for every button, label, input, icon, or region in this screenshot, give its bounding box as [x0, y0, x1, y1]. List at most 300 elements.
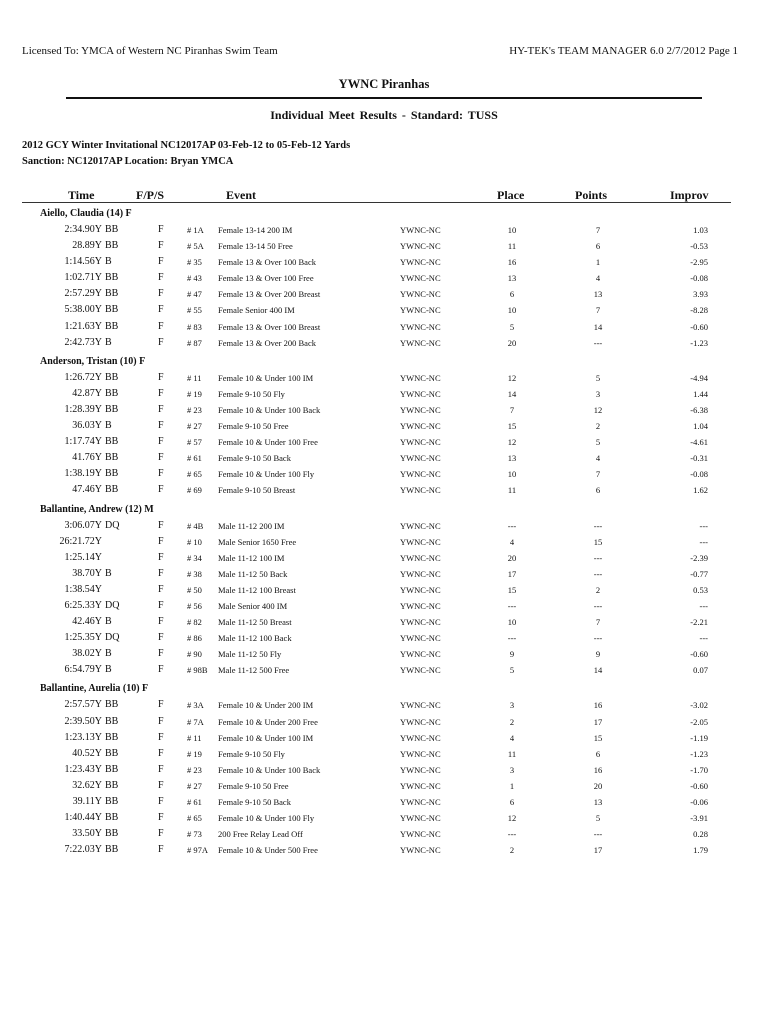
- result-time: 40.52Y: [72, 747, 102, 759]
- result-standard: B: [105, 256, 112, 268]
- result-time: 2:57.57Y: [64, 699, 102, 711]
- result-time: 6:54.79Y: [64, 664, 102, 676]
- result-event-number: # 69: [187, 485, 202, 496]
- result-event-name: Female 10 & Under 100 Back: [218, 404, 321, 415]
- result-event-name: Female 10 & Under 200 IM: [218, 700, 314, 711]
- result-time: 1:40.44Y: [64, 812, 102, 824]
- result-standard: B: [105, 336, 112, 348]
- result-place: 6: [509, 797, 515, 807]
- result-event-number: # 90: [187, 649, 202, 660]
- result-event-name: Female 13 & Over 100 Back: [218, 257, 316, 268]
- result-event-name: Male 11-12 100 Breast: [218, 584, 296, 595]
- result-event-number: # 27: [187, 780, 202, 791]
- result-row: [0, 319, 768, 335]
- result-fps: F: [158, 256, 164, 268]
- result-team: YWNC-NC: [400, 665, 441, 676]
- software-page-info: HY-TEK's TEAM MANAGER 6.0 2/7/2012 Page 1: [509, 45, 738, 57]
- result-team: YWNC-NC: [400, 305, 441, 316]
- result-place: ---: [507, 600, 517, 611]
- result-standard: BB: [105, 371, 119, 383]
- result-event-number: # 11: [187, 732, 202, 743]
- result-fps: F: [158, 715, 164, 727]
- result-event-name: Female 9-10 50 Fly: [218, 748, 285, 759]
- result-event-name: Female 10 & Under 100 Back: [218, 764, 321, 775]
- result-place: 5: [509, 321, 515, 332]
- result-improvement: 0.28: [693, 829, 708, 840]
- athlete-block: [0, 354, 768, 502]
- result-event-number: # 98B: [187, 665, 208, 676]
- result-event-name: Female 10 & Under 500 Free: [218, 845, 318, 856]
- result-team: YWNC-NC: [400, 716, 441, 727]
- result-event-name: Male 11-12 50 Back: [218, 568, 288, 579]
- sanction-info: Sanction: NC12017AP Location: Bryan YMCA: [22, 156, 234, 167]
- result-row: [0, 614, 768, 630]
- result-place: 11: [507, 241, 517, 252]
- result-time: 1:23.13Y: [64, 731, 102, 743]
- result-improvement: -0.60: [690, 321, 708, 332]
- result-standard: BB: [105, 828, 119, 840]
- result-event-number: # 23: [187, 404, 202, 415]
- result-improvement: 1.04: [693, 421, 708, 432]
- result-improvement: -0.08: [690, 273, 708, 284]
- result-time: 38.02Y: [72, 648, 102, 660]
- result-event-number: # 4B: [187, 520, 204, 531]
- result-time: 7:22.03Y: [64, 844, 102, 856]
- result-standard: BB: [105, 796, 119, 807]
- result-team: YWNC-NC: [400, 536, 441, 547]
- result-event-number: # 43: [187, 273, 202, 284]
- team-title: YWNC Piranhas: [338, 77, 430, 91]
- result-place: 5: [509, 665, 515, 676]
- column-header-fps: F/P/S: [136, 188, 165, 202]
- result-improvement: -8.28: [690, 305, 708, 316]
- result-points: ---: [593, 520, 603, 531]
- result-row: [0, 697, 768, 713]
- result-standard: BB: [105, 452, 119, 464]
- result-event-name: Female Senior 400 IM: [218, 305, 295, 316]
- result-improvement: ---: [699, 520, 708, 531]
- result-time: 32.62Y: [72, 779, 102, 791]
- athlete-block: [0, 206, 768, 354]
- result-event-number: # 65: [187, 813, 202, 824]
- result-standard: BB: [105, 403, 119, 415]
- result-points: 5: [595, 372, 601, 383]
- result-place: 13: [507, 453, 517, 464]
- result-event-number: # 56: [187, 600, 202, 611]
- result-standard: B: [105, 567, 112, 579]
- result-row: [0, 746, 768, 762]
- result-row: [0, 730, 768, 746]
- result-standard: BB: [105, 812, 119, 824]
- result-improvement: 1.03: [693, 225, 708, 235]
- athlete-block: [0, 681, 768, 861]
- result-points: 5: [595, 813, 601, 824]
- result-points: 17: [593, 845, 603, 856]
- result-event-name: Male 11-12 100 Back: [218, 633, 292, 644]
- result-points: ---: [593, 600, 603, 611]
- result-standard: BB: [105, 484, 119, 496]
- result-team: YWNC-NC: [400, 520, 441, 531]
- result-row: [0, 842, 768, 858]
- result-place: 10: [507, 469, 517, 480]
- result-event-name: Female 10 & Under 200 Free: [218, 716, 318, 727]
- result-event-number: # 61: [187, 797, 202, 807]
- result-place: 11: [507, 748, 517, 759]
- result-team: YWNC-NC: [400, 748, 441, 759]
- result-standard: BB: [105, 224, 119, 235]
- result-event-name: Male 11-12 50 Fly: [218, 649, 282, 660]
- result-event-name: Female 9-10 50 Free: [218, 421, 289, 432]
- result-team: YWNC-NC: [400, 797, 441, 807]
- result-improvement: -0.60: [690, 649, 708, 660]
- result-standard: B: [105, 664, 112, 676]
- result-team: YWNC-NC: [400, 485, 441, 496]
- result-standard: BB: [105, 747, 119, 759]
- result-fps: F: [158, 336, 164, 348]
- result-points: 1: [595, 257, 601, 268]
- result-fps: F: [158, 796, 164, 807]
- result-row: [0, 566, 768, 582]
- result-event-number: # 27: [187, 421, 202, 432]
- result-row: [0, 598, 768, 614]
- result-row: [0, 482, 768, 498]
- result-improvement: -1.70: [690, 764, 708, 775]
- result-event-number: # 73: [187, 829, 202, 840]
- result-place: 1: [509, 780, 515, 791]
- result-row: [0, 386, 768, 402]
- result-team: YWNC-NC: [400, 453, 441, 464]
- results-list: [0, 206, 768, 861]
- meet-info: 2012 GCY Winter Invitational NC12017AP 03-Feb-12 to 05-Feb-12 Yards: [22, 140, 351, 151]
- result-row: [0, 302, 768, 318]
- result-event-number: # 5A: [187, 241, 204, 252]
- result-team: YWNC-NC: [400, 780, 441, 791]
- result-points: 12: [593, 404, 603, 415]
- result-points: 7: [595, 305, 601, 316]
- result-points: 17: [593, 716, 603, 727]
- result-event-name: Female 13 & Over 100 Free: [218, 273, 314, 284]
- result-standard: B: [105, 648, 112, 660]
- result-improvement: -1.19: [690, 732, 708, 743]
- result-event-number: # 34: [187, 552, 202, 563]
- result-team: YWNC-NC: [400, 337, 441, 348]
- result-fps: F: [158, 387, 164, 399]
- result-improvement: ---: [699, 600, 708, 611]
- result-improvement: 3.93: [693, 289, 708, 300]
- result-fps: F: [158, 763, 164, 775]
- result-team: YWNC-NC: [400, 225, 441, 235]
- result-improvement: ---: [699, 633, 708, 644]
- result-row: [0, 254, 768, 270]
- result-team: YWNC-NC: [400, 273, 441, 284]
- result-row: [0, 534, 768, 550]
- result-improvement: -2.95: [690, 257, 708, 268]
- result-fps: F: [158, 648, 164, 660]
- result-team: YWNC-NC: [400, 289, 441, 300]
- result-points: 16: [593, 700, 603, 711]
- result-improvement: 0.53: [693, 584, 708, 595]
- result-fps: F: [158, 747, 164, 759]
- result-event-number: # 83: [187, 321, 202, 332]
- result-place: 3: [509, 764, 515, 775]
- result-points: ---: [593, 829, 603, 840]
- result-place: 13: [507, 273, 517, 284]
- result-standard: BB: [105, 699, 119, 711]
- result-place: 2: [509, 845, 515, 856]
- result-event-name: Female 13 & Over 200 Breast: [218, 289, 321, 300]
- result-standard: BB: [105, 715, 119, 727]
- result-fps: F: [158, 699, 164, 711]
- result-improvement: 1.44: [693, 388, 708, 399]
- title-divider: [66, 97, 702, 99]
- column-header-event: Event: [226, 188, 256, 202]
- result-time: 1:21.63Y: [64, 320, 102, 332]
- result-improvement: -4.94: [690, 372, 708, 383]
- result-fps: F: [158, 583, 164, 595]
- result-event-name: Male 11-12 500 Free: [218, 665, 290, 676]
- result-improvement: -2.05: [690, 716, 708, 727]
- result-team: YWNC-NC: [400, 552, 441, 563]
- result-team: YWNC-NC: [400, 584, 441, 595]
- result-event-name: Female 10 & Under 100 Fly: [218, 469, 315, 480]
- result-row: [0, 778, 768, 794]
- result-event-number: # 19: [187, 388, 202, 399]
- result-event-number: # 97A: [187, 845, 209, 856]
- result-event-number: # 50: [187, 584, 202, 595]
- header-divider: [22, 202, 731, 203]
- result-place: ---: [507, 633, 517, 644]
- result-standard: BB: [105, 272, 119, 284]
- result-event-number: # 55: [187, 305, 202, 316]
- result-points: 14: [593, 665, 603, 676]
- result-points: 15: [593, 536, 603, 547]
- result-points: 13: [593, 797, 603, 807]
- result-standard: B: [105, 616, 112, 628]
- result-event-number: # 3A: [187, 700, 204, 711]
- result-points: ---: [593, 568, 603, 579]
- result-points: 6: [595, 748, 601, 759]
- result-event-number: # 38: [187, 568, 202, 579]
- result-improvement: 1.79: [693, 845, 708, 856]
- result-event-name: Female 13-14 200 IM: [218, 225, 293, 235]
- result-improvement: 1.62: [693, 485, 708, 496]
- result-row: [0, 518, 768, 534]
- result-improvement: -0.77: [690, 568, 708, 579]
- result-event-name: Female 9-10 50 Fly: [218, 388, 285, 399]
- result-standard: B: [105, 420, 112, 432]
- result-event-name: Male 11-12 100 IM: [218, 552, 285, 563]
- result-standard: BB: [105, 320, 119, 332]
- result-event-name: Female 9-10 50 Free: [218, 780, 289, 791]
- result-fps: F: [158, 828, 164, 840]
- athlete-name: Anderson, Tristan (10) F: [40, 355, 146, 367]
- result-points: 7: [595, 469, 601, 480]
- result-row: [0, 550, 768, 566]
- result-time: 2:34.90Y: [64, 224, 102, 235]
- result-improvement: -1.23: [690, 337, 708, 348]
- result-place: 20: [507, 337, 517, 348]
- result-row: [0, 238, 768, 254]
- result-points: 7: [595, 225, 601, 235]
- result-row: [0, 434, 768, 450]
- result-fps: F: [158, 224, 164, 235]
- result-team: YWNC-NC: [400, 241, 441, 252]
- result-place: 6: [509, 289, 515, 300]
- result-event-name: Male Senior 1650 Free: [218, 536, 297, 547]
- result-points: 7: [595, 617, 601, 628]
- result-team: YWNC-NC: [400, 421, 441, 432]
- result-team: YWNC-NC: [400, 388, 441, 399]
- result-time: 1:28.39Y: [64, 403, 102, 415]
- result-standard: DQ: [105, 599, 120, 611]
- result-fps: F: [158, 664, 164, 676]
- result-place: 10: [507, 305, 517, 316]
- result-time: 1:38.54Y: [64, 583, 102, 595]
- result-event-name: Female 9-10 50 Back: [218, 453, 291, 464]
- result-place: 15: [507, 584, 517, 595]
- result-improvement: ---: [699, 536, 708, 547]
- result-row: [0, 370, 768, 386]
- result-team: YWNC-NC: [400, 813, 441, 824]
- result-place: 14: [507, 388, 517, 399]
- result-time: 42.46Y: [72, 616, 102, 628]
- result-event-name: Male 11-12 50 Breast: [218, 617, 292, 628]
- result-fps: F: [158, 567, 164, 579]
- result-fps: F: [158, 320, 164, 332]
- result-place: ---: [507, 520, 517, 531]
- result-fps: F: [158, 484, 164, 496]
- result-event-name: Female 10 & Under 100 Free: [218, 437, 318, 448]
- result-event-name: Female 13 & Over 100 Breast: [218, 321, 321, 332]
- result-standard: BB: [105, 468, 119, 480]
- result-team: YWNC-NC: [400, 845, 441, 856]
- result-fps: F: [158, 452, 164, 464]
- result-fps: F: [158, 371, 164, 383]
- result-place: 3: [509, 700, 515, 711]
- result-standard: BB: [105, 436, 119, 448]
- result-row: [0, 270, 768, 286]
- result-standard: DQ: [105, 519, 120, 531]
- result-fps: F: [158, 468, 164, 480]
- result-event-name: Female 10 & Under 100 IM: [218, 732, 314, 743]
- result-event-name: Male 11-12 200 IM: [218, 520, 285, 531]
- result-points: 5: [595, 437, 601, 448]
- result-place: 10: [507, 617, 517, 628]
- column-header-time: Time: [68, 188, 95, 202]
- result-event-number: # 10: [187, 536, 202, 547]
- result-time: 28.89Y: [72, 240, 102, 252]
- result-points: 14: [593, 321, 603, 332]
- result-place: 16: [507, 257, 517, 268]
- result-time: 1:17.74Y: [64, 436, 102, 448]
- result-time: 1:02.71Y: [64, 272, 102, 284]
- result-row: [0, 646, 768, 662]
- result-event-number: # 47: [187, 289, 202, 300]
- result-improvement: -2.39: [690, 552, 708, 563]
- result-points: 20: [593, 780, 603, 791]
- result-standard: BB: [105, 844, 119, 856]
- result-place: 12: [507, 372, 517, 383]
- result-time: 42.87Y: [72, 387, 102, 399]
- result-row: [0, 714, 768, 730]
- result-points: 2: [595, 584, 601, 595]
- result-row: [0, 826, 768, 842]
- result-event-number: # 65: [187, 469, 202, 480]
- column-header-points: Points: [575, 188, 608, 202]
- result-team: YWNC-NC: [400, 257, 441, 268]
- result-row: [0, 222, 768, 238]
- result-row: [0, 662, 768, 678]
- result-points: 13: [593, 289, 603, 300]
- result-place: 15: [507, 421, 517, 432]
- result-event-number: # 82: [187, 617, 202, 628]
- result-fps: F: [158, 632, 164, 644]
- result-improvement: -0.53: [690, 241, 708, 252]
- result-row: [0, 466, 768, 482]
- result-row: [0, 794, 768, 810]
- result-standard: BB: [105, 731, 119, 743]
- result-row: [0, 630, 768, 646]
- result-row: [0, 335, 768, 351]
- result-team: YWNC-NC: [400, 617, 441, 628]
- column-header-place: Place: [497, 188, 525, 202]
- result-points: 16: [593, 764, 603, 775]
- result-fps: F: [158, 288, 164, 300]
- athlete-block: [0, 502, 768, 682]
- result-improvement: -4.61: [690, 437, 708, 448]
- result-time: 1:26.72Y: [64, 371, 102, 383]
- result-event-number: # 57: [187, 437, 202, 448]
- result-fps: F: [158, 731, 164, 743]
- result-improvement: -1.23: [690, 748, 708, 759]
- result-standard: BB: [105, 779, 119, 791]
- result-fps: F: [158, 403, 164, 415]
- result-fps: F: [158, 519, 164, 531]
- result-event-number: # 19: [187, 748, 202, 759]
- result-improvement: -3.02: [690, 700, 708, 711]
- result-improvement: -0.60: [690, 780, 708, 791]
- block-spacer: [0, 858, 768, 861]
- result-team: YWNC-NC: [400, 437, 441, 448]
- result-improvement: -0.31: [690, 453, 708, 464]
- result-fps: F: [158, 844, 164, 856]
- license-text: Licensed To: YMCA of Western NC Piranhas Swim Team: [22, 45, 278, 57]
- result-time: 2:42.73Y: [64, 336, 102, 348]
- result-event-name: Female 10 & Under 100 Fly: [218, 813, 315, 824]
- athlete-name: Ballantine, Andrew (12) M: [40, 503, 154, 515]
- result-time: 5:38.00Y: [64, 304, 102, 316]
- result-event-name: Female 13 & Over 200 Back: [218, 337, 316, 348]
- result-place: 12: [507, 813, 517, 824]
- result-standard: BB: [105, 763, 119, 775]
- result-time: 3:06.07Y: [64, 519, 102, 531]
- result-fps: F: [158, 240, 164, 252]
- result-team: YWNC-NC: [400, 764, 441, 775]
- result-event-number: # 11: [187, 372, 202, 383]
- result-standard: BB: [105, 288, 119, 300]
- result-team: YWNC-NC: [400, 321, 441, 332]
- result-place: 2: [509, 716, 515, 727]
- result-time: 1:14.56Y: [64, 256, 102, 268]
- result-event-number: # 7A: [187, 716, 204, 727]
- result-fps: F: [158, 272, 164, 284]
- result-place: 4: [509, 732, 515, 743]
- result-fps: F: [158, 304, 164, 316]
- result-team: YWNC-NC: [400, 372, 441, 383]
- result-place: 20: [507, 552, 517, 563]
- result-event-number: # 61: [187, 453, 202, 464]
- result-improvement: -2.21: [690, 617, 708, 628]
